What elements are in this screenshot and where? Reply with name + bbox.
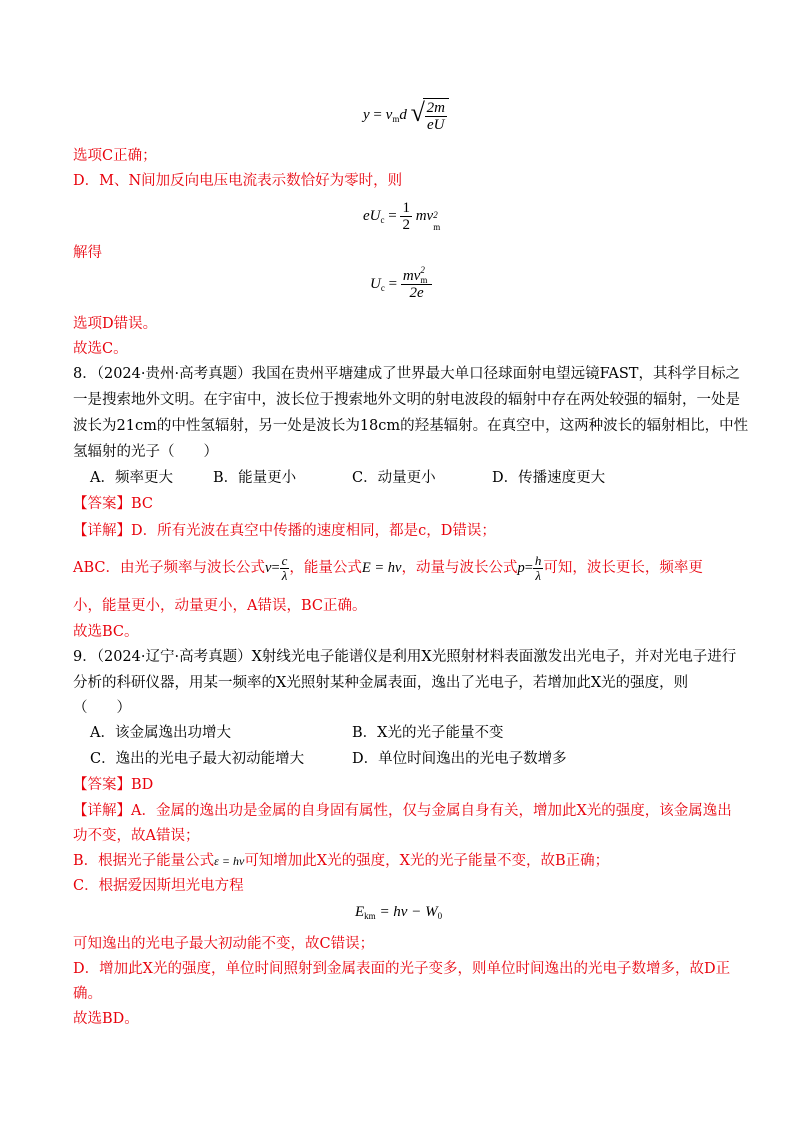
q8-stem-line: 氢辐射的光子（ ） (73, 444, 218, 460)
q9-option-b: B．X光的光子能量不变 (352, 725, 504, 741)
q9-detail-line: C．根据爱因斯坦光电方程 (73, 878, 244, 894)
text-line: 选项D错误。 (73, 316, 158, 332)
q8-stem-line: 波长为21cm的中性氢辐射，另一处是波长为18cm的羟基辐射。在真空中，这两种波长的辐射相比，中性 (73, 418, 749, 434)
q9-detail-line: B．根据光子能量公式ε = hν可知增加此X光的强度，X光的光子能量不变，故B正确； (73, 853, 610, 869)
text-line: 选项C正确； (73, 148, 157, 164)
q9-detail-line: 功不变，故A错误； (73, 828, 200, 844)
q9-detail-line: D．增加此X光的强度，单位时间照射到金属表面的光子变多，则单位时间逸出的光电子数增多，故D正 (73, 961, 731, 977)
q8-option-d: D．传播速度更大 (492, 470, 606, 486)
text-line: D．M、N间加反向电压电流表示数恰好为零时，则 (73, 173, 403, 189)
q9-detail-line: 【详解】A．金属的逸出功是金属的自身固有属性，仅与金属自身有关，增加此X光的强度，该金属逸出 (73, 803, 732, 819)
q8-detail-line: 【详解】D．所有光波在真空中传播的速度相同，都是c，D错误； (73, 523, 496, 539)
formula-euc: $eU_c$ = $\frac{1}{2}$ mv 2 m (363, 200, 441, 233)
q9-detail-line: 确。 (73, 986, 102, 1002)
q9-detail-line: 可知逸出的光电子最大初动能不变，故C错误； (73, 936, 375, 952)
q9-stem-line: 9．（2024·辽宁·高考真题）X射线光电子能谱仪是利用X光照射材料表面激发出光电子，并对光电子进行 (73, 649, 737, 665)
q8-detail-line: ABC．由光子频率与波长公式ν= $\frac{c}{\lambda}$ ，能量公式E = hν，动量与波长公式p= $\frac{h}{\lambda}$ 可知，波长更长，频率更 (73, 553, 703, 583)
q9-choose: 故选BD。 (73, 1011, 139, 1027)
q8-stem-line: 8．（2024·贵州·高考真题）我国在贵州平塘建成了世界最大单口径球面射电望远镜FAST，其科学目标之 (73, 366, 740, 382)
q9-option-c: C．逸出的光电子最大初动能增大 (90, 751, 305, 767)
q9-option-d: D．单位时间逸出的光电子数增多 (352, 751, 567, 767)
q9-stem-line: （ ） (73, 700, 131, 716)
q8-stem-line: 一是搜索地外文明。在宇宙中，波长位于搜索地外文明的射电波段的辐射中存在两处较强的辐射，一处是 (73, 392, 740, 408)
q8-option-c: C．动量更小 (352, 470, 436, 486)
q9-answer: 【答案】BD (73, 777, 154, 793)
formula-y: $y = v_md$ √ $\frac{2m}{eU}$ (363, 98, 449, 133)
q8-option-b: B．能量更小 (213, 470, 297, 486)
q9-option-a: A．该金属逸出功增大 (90, 725, 231, 741)
formula-ekm: $E_{km} = h\nu - W_0$ (355, 904, 443, 921)
q8-choose: 故选BC。 (73, 624, 139, 640)
q8-answer: 【答案】BC (73, 496, 154, 512)
q9-stem-line: 分析的科研仪器，用某一频率的X光照射某种金属表面，逸出了光电子，若增加此X光的强度，则 (73, 675, 689, 691)
text-line: 解得 (73, 245, 102, 261)
formula-uc: $U_c$ = mv 2 m 2e (370, 268, 432, 301)
q8-option-a: A．频率更大 (90, 470, 173, 486)
text-line: 故选C。 (73, 341, 128, 357)
q8-detail-line: 小，能量更小，动量更小，A错误，BC正确。 (73, 598, 367, 614)
